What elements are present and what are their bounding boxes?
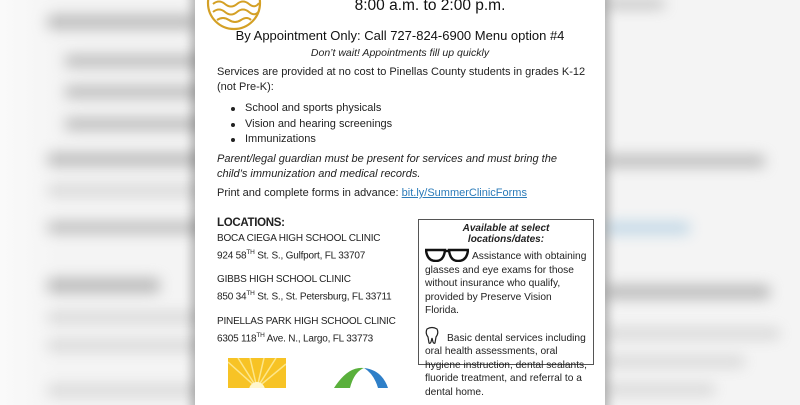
locations-heading: LOCATIONS: — [217, 217, 285, 229]
blurred-text-line — [605, 328, 780, 339]
address-rest: St. S., Gulfport, FL 33707 — [254, 250, 366, 262]
edge-fade — [0, 0, 60, 405]
blurred-text-line — [605, 356, 745, 367]
tooth-icon — [425, 326, 439, 344]
dental-service-text: Basic dental services including oral health assessments, oral hygiene instruction, dental sealants, fluoride treatment, and referral to a dental home. — [425, 332, 587, 398]
hours: 8:00 a.m. to 2:00 p.m. — [354, 0, 506, 14]
location-address — [217, 246, 417, 263]
dental-service — [425, 326, 587, 400]
forms-link[interactable]: bit.ly/SummerClinicForms — [401, 187, 527, 199]
appointment-line: By Appointment Only: Call 727-824-6900 Menu option #4 — [235, 28, 565, 43]
availability-title: Available at select locations/dates: — [462, 223, 550, 245]
blurred-text-line — [45, 340, 205, 351]
blurred-text-line — [45, 185, 205, 196]
blurred-text-line — [45, 385, 205, 396]
address-number: 850 34 — [217, 291, 247, 303]
location-address — [217, 287, 417, 304]
blurred-heading — [605, 285, 770, 299]
vision-service — [425, 248, 587, 318]
services-intro: Services are provided at no cost to Pinellas County students in grades K-12 (not Pre-K): — [217, 66, 586, 93]
blurred-text-line — [605, 155, 765, 167]
ordinal-suffix: TH — [246, 249, 255, 256]
service-item: School and sports physicals — [231, 101, 392, 117]
blurred-text-line — [45, 153, 205, 166]
locations-section — [217, 217, 417, 356]
print-forms-line — [217, 186, 587, 201]
address-rest: St. S., St. Petersburg, FL 33711 — [254, 291, 392, 303]
vision-service-text: Assistance with obtaining glasses and eye exams for those without insurance who qualify, provided by Preserve Vision Florida. — [425, 251, 587, 316]
location-name: PINELLAS PARK HIGH SCHOOL CLINIC — [217, 315, 396, 327]
eye-logo-icon — [330, 362, 390, 392]
print-forms-label: Print and complete forms in advance: — [217, 187, 402, 199]
blurred-text-line — [45, 312, 205, 323]
service-item: Immunizations — [231, 132, 392, 148]
blurred-link — [605, 222, 690, 234]
sun-logo-icon — [228, 358, 286, 388]
blurred-text-line — [65, 118, 205, 130]
services-list — [231, 101, 392, 148]
availability-box — [418, 219, 594, 398]
guardian-note: Parent/legal guardian must be present for services and must bring the child’s immunization and medical records. — [217, 153, 557, 180]
blurred-text-line — [605, 0, 665, 8]
appointment-note: Don’t wait! Appointments fill up quickly — [310, 47, 490, 59]
blurred-text-line — [65, 55, 205, 67]
flyer-document — [195, 0, 605, 405]
address-rest: Ave. N., Largo, FL 33773 — [264, 332, 374, 344]
blurred-heading — [45, 278, 160, 293]
blurred-text-line — [45, 222, 205, 233]
location-address — [217, 329, 417, 346]
blurred-text-line — [45, 15, 195, 29]
blurred-text-line — [65, 86, 205, 98]
location-name: GIBBS HIGH SCHOOL CLINIC — [217, 274, 351, 286]
address-number: 6305 118 — [217, 332, 257, 344]
address-number: 924 58 — [217, 250, 247, 262]
glasses-icon — [425, 248, 469, 262]
ordinal-suffix: TH — [246, 290, 255, 298]
service-item: Vision and hearing screenings — [231, 117, 392, 133]
ordinal-suffix: TH — [256, 331, 265, 339]
blurred-text-line — [605, 384, 715, 395]
location-name: BOCA CIEGA HIGH SCHOOL CLINIC — [217, 233, 381, 244]
